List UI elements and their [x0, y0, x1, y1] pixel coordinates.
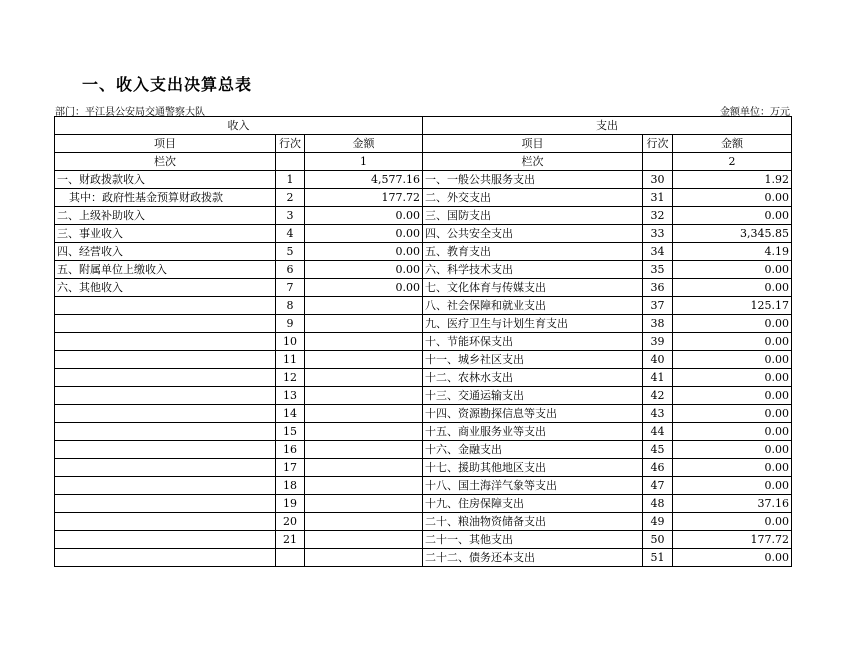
column-number-row: [55, 153, 792, 171]
income-item-cell: [55, 315, 276, 333]
income-line-cell: 19: [276, 495, 305, 513]
expense-item-cell: 六、科学技术支出: [423, 261, 643, 279]
expense-line-cell: 37: [643, 297, 673, 315]
income-amount-cell: [305, 333, 423, 351]
expense-amount-cell: 177.72: [673, 531, 792, 549]
income-item-cell: [55, 495, 276, 513]
expense-line-cell: 48: [643, 495, 673, 513]
column-header-row: [55, 135, 792, 153]
expense-item-cell: 三、国防支出: [423, 207, 643, 225]
expense-item-header: 项目: [423, 135, 643, 153]
expense-amount-cell: 0.00: [673, 351, 792, 369]
income-amount-cell: [305, 315, 423, 333]
income-item-cell: [55, 423, 276, 441]
income-item-cell: [55, 297, 276, 315]
expense-line-cell: 40: [643, 351, 673, 369]
income-item-cell: 六、其他收入: [55, 279, 276, 297]
income-amount-cell: [305, 297, 423, 315]
expense-amount-cell: 0.00: [673, 387, 792, 405]
income-item-cell: 其中：政府性基金预算财政拨款: [55, 189, 276, 207]
table-row: [55, 315, 792, 333]
table-row: [55, 351, 792, 369]
expense-item-cell: 十七、援助其他地区支出: [423, 459, 643, 477]
expense-amount-cell: 0.00: [673, 369, 792, 387]
table-row: [55, 423, 792, 441]
table-row: [55, 333, 792, 351]
expense-line-cell: 43: [643, 405, 673, 423]
expense-row-label: 栏次: [423, 153, 643, 171]
expense-item-cell: 二十一、其他支出: [423, 531, 643, 549]
income-item-cell: [55, 531, 276, 549]
table-row: [55, 243, 792, 261]
table-row: [55, 459, 792, 477]
expense-amount-header: 金额: [673, 135, 792, 153]
income-item-cell: [55, 369, 276, 387]
expense-amount-cell: 3,345.85: [673, 225, 792, 243]
income-header: 收入: [55, 117, 423, 135]
income-item-cell: [55, 459, 276, 477]
expense-line-header: 行次: [643, 135, 673, 153]
income-amount-header: 金额: [305, 135, 423, 153]
expense-line-cell: 45: [643, 441, 673, 459]
income-item-cell: [55, 387, 276, 405]
expense-col-number: 2: [673, 153, 792, 171]
expense-line-cell: 46: [643, 459, 673, 477]
expense-item-cell: 十四、资源勘探信息等支出: [423, 405, 643, 423]
income-line-header: 行次: [276, 135, 305, 153]
income-line-cell: 6: [276, 261, 305, 279]
expense-amount-cell: 0.00: [673, 279, 792, 297]
table-row: [55, 279, 792, 297]
income-amount-cell: 0.00: [305, 279, 423, 297]
expense-amount-cell: 1.92: [673, 171, 792, 189]
expense-item-cell: 五、教育支出: [423, 243, 643, 261]
expense-line-cell: 47: [643, 477, 673, 495]
income-item-cell: [55, 513, 276, 531]
expense-line-cell: 31: [643, 189, 673, 207]
expense-item-cell: 九、医疗卫生与计划生育支出: [423, 315, 643, 333]
income-line-cell: 2: [276, 189, 305, 207]
unit-label: 金额单位：万元: [720, 107, 790, 118]
expense-item-cell: 二十二、债务还本支出: [423, 549, 643, 567]
table-row: [55, 207, 792, 225]
page-title: 一、收入支出决算总表: [82, 75, 253, 94]
income-line-cell: 8: [276, 297, 305, 315]
table-row: [55, 477, 792, 495]
income-amount-cell: [305, 549, 423, 567]
table-row: [55, 441, 792, 459]
income-item-cell: [55, 477, 276, 495]
income-expense-table: [54, 116, 792, 567]
income-amount-cell: [305, 531, 423, 549]
expense-line-cell: 35: [643, 261, 673, 279]
income-amount-cell: [305, 441, 423, 459]
expense-item-cell: 二十、粮油物资储备支出: [423, 513, 643, 531]
income-line-cell: 3: [276, 207, 305, 225]
table-row: [55, 369, 792, 387]
expense-line-cell: 51: [643, 549, 673, 567]
income-item-header: 项目: [55, 135, 276, 153]
expense-item-cell: 十、节能环保支出: [423, 333, 643, 351]
expense-amount-cell: 0.00: [673, 549, 792, 567]
expense-amount-cell: 0.00: [673, 261, 792, 279]
expense-amount-cell: 0.00: [673, 405, 792, 423]
expense-item-cell: 十八、国土海洋气象等支出: [423, 477, 643, 495]
table-row: [55, 549, 792, 567]
income-col-number: 1: [305, 153, 423, 171]
income-amount-cell: 177.72: [305, 189, 423, 207]
income-item-cell: [55, 351, 276, 369]
expense-item-cell: 十二、农林水支出: [423, 369, 643, 387]
income-line-cell: 9: [276, 315, 305, 333]
income-amount-cell: 0.00: [305, 261, 423, 279]
table-row: [55, 405, 792, 423]
income-line-cell: [276, 549, 305, 567]
income-line-cell: 14: [276, 405, 305, 423]
expense-header: 支出: [423, 117, 792, 135]
income-item-cell: 五、附属单位上缴收入: [55, 261, 276, 279]
table-row: [55, 189, 792, 207]
income-line-cell: 15: [276, 423, 305, 441]
income-amount-cell: [305, 423, 423, 441]
expense-item-cell: 十九、住房保障支出: [423, 495, 643, 513]
income-amount-cell: [305, 459, 423, 477]
expense-amount-cell: 0.00: [673, 459, 792, 477]
table-row: [55, 171, 792, 189]
income-amount-cell: 0.00: [305, 207, 423, 225]
expense-line-cell: 42: [643, 387, 673, 405]
income-line-cell: 18: [276, 477, 305, 495]
expense-amount-cell: 0.00: [673, 423, 792, 441]
income-line-cell: 10: [276, 333, 305, 351]
section-header-row: [55, 117, 792, 135]
income-item-cell: [55, 333, 276, 351]
expense-amount-cell: 0.00: [673, 333, 792, 351]
income-line-cell: 13: [276, 387, 305, 405]
expense-item-cell: 八、社会保障和就业支出: [423, 297, 643, 315]
income-line-cell: 17: [276, 459, 305, 477]
expense-line-cell: 36: [643, 279, 673, 297]
income-amount-cell: 4,577.16: [305, 171, 423, 189]
table-row: [55, 225, 792, 243]
income-line-cell: 21: [276, 531, 305, 549]
income-amount-cell: [305, 477, 423, 495]
table-row: [55, 531, 792, 549]
income-item-cell: 二、上级补助收入: [55, 207, 276, 225]
income-line-cell: 7: [276, 279, 305, 297]
expense-line-cell: 44: [643, 423, 673, 441]
expense-item-cell: 四、公共安全支出: [423, 225, 643, 243]
expense-line-cell: 50: [643, 531, 673, 549]
income-amount-cell: [305, 369, 423, 387]
expense-line-cell: 32: [643, 207, 673, 225]
expense-item-cell: 二、外交支出: [423, 189, 643, 207]
income-item-cell: [55, 549, 276, 567]
department-label: 部门：平江县公安局交通警察大队: [55, 107, 205, 118]
expense-line-cell: 34: [643, 243, 673, 261]
table-row: [55, 513, 792, 531]
expense-item-cell: 十三、交通运输支出: [423, 387, 643, 405]
income-line-cell: 1: [276, 171, 305, 189]
expense-item-cell: 十六、金融支出: [423, 441, 643, 459]
income-item-cell: 三、事业收入: [55, 225, 276, 243]
expense-amount-cell: 0.00: [673, 207, 792, 225]
income-line-cell: 16: [276, 441, 305, 459]
expense-amount-cell: 37.16: [673, 495, 792, 513]
income-amount-cell: 0.00: [305, 243, 423, 261]
expense-line-cell: 39: [643, 333, 673, 351]
expense-item-cell: 七、文化体育与传媒支出: [423, 279, 643, 297]
expense-amount-cell: 125.17: [673, 297, 792, 315]
expense-line-cell: 33: [643, 225, 673, 243]
expense-line-cell: 41: [643, 369, 673, 387]
income-line-cell: 4: [276, 225, 305, 243]
income-item-cell: [55, 441, 276, 459]
income-item-cell: 一、财政拨款收入: [55, 171, 276, 189]
income-row-label: 栏次: [55, 153, 276, 171]
expense-item-cell: 十五、商业服务业等支出: [423, 423, 643, 441]
income-item-cell: [55, 405, 276, 423]
expense-line-cell: 49: [643, 513, 673, 531]
expense-amount-cell: 0.00: [673, 513, 792, 531]
table-row: [55, 261, 792, 279]
expense-item-cell: 十一、城乡社区支出: [423, 351, 643, 369]
expense-item-cell: 一、一般公共服务支出: [423, 171, 643, 189]
income-line-cell: 12: [276, 369, 305, 387]
income-amount-cell: [305, 513, 423, 531]
expense-line-cell: 30: [643, 171, 673, 189]
expense-line-blank: [643, 153, 673, 171]
expense-amount-cell: 0.00: [673, 477, 792, 495]
income-amount-cell: 0.00: [305, 225, 423, 243]
table-row: [55, 297, 792, 315]
expense-line-cell: 38: [643, 315, 673, 333]
expense-amount-cell: 0.00: [673, 189, 792, 207]
income-line-cell: 20: [276, 513, 305, 531]
income-line-cell: 5: [276, 243, 305, 261]
table-row: [55, 495, 792, 513]
income-amount-cell: [305, 387, 423, 405]
income-amount-cell: [305, 495, 423, 513]
income-amount-cell: [305, 351, 423, 369]
expense-amount-cell: 0.00: [673, 441, 792, 459]
income-line-blank: [276, 153, 305, 171]
table-row: [55, 387, 792, 405]
income-line-cell: 11: [276, 351, 305, 369]
income-item-cell: 四、经营收入: [55, 243, 276, 261]
expense-amount-cell: 0.00: [673, 315, 792, 333]
income-amount-cell: [305, 405, 423, 423]
expense-amount-cell: 4.19: [673, 243, 792, 261]
